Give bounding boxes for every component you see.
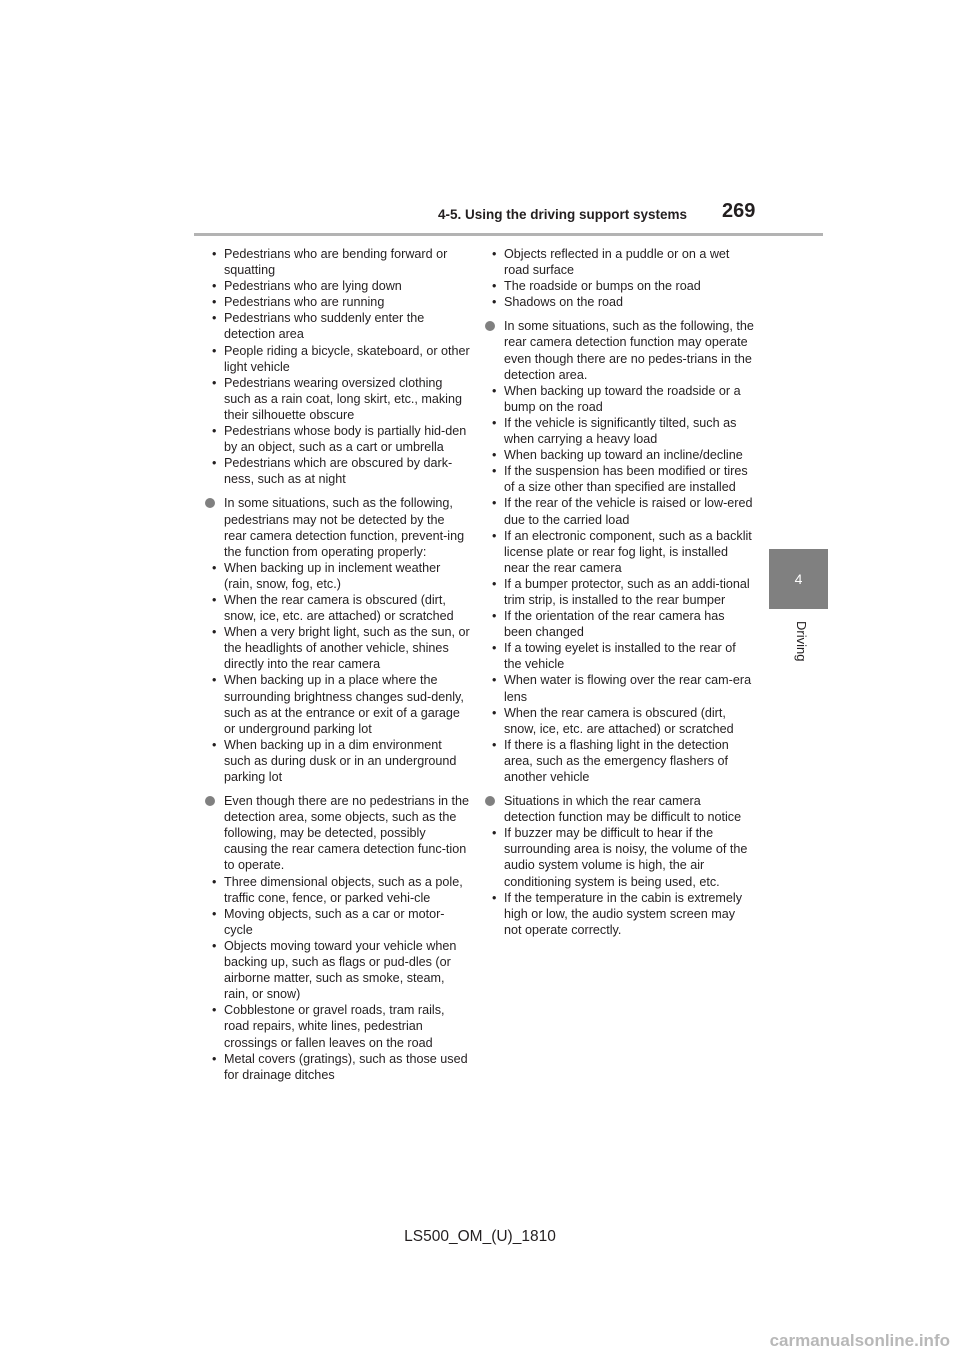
bullet-dot-icon: • (492, 383, 497, 398)
item-text: If an electronic component, such as a backlit license plate or rear fog light, is installed near the rear camera (504, 528, 752, 575)
right-column (485, 246, 755, 938)
bullet-item (485, 705, 755, 737)
bullet-dot-icon: • (492, 415, 497, 430)
circle-bullet-icon (485, 796, 495, 806)
bullet-item (205, 423, 470, 455)
item-text: When backing up in inclement weather (rain, snow, fog, etc.) (224, 560, 441, 591)
bullet-dot-icon: • (492, 496, 497, 511)
bullet-item (485, 672, 755, 704)
item-text: When backing up toward an incline/decline (504, 448, 743, 463)
bullet-item (485, 246, 755, 278)
bullet-item (205, 624, 470, 672)
bullet-item (205, 737, 470, 785)
bullet-item (205, 938, 470, 1002)
bullet-item (205, 560, 470, 592)
item-text: If the vehicle is significantly tilted, such as when carrying a heavy load (504, 415, 737, 447)
item-text: When the rear camera is obscured (dirt, snow, ice, etc. are attached) or scratched (224, 592, 454, 624)
bullet-dot-icon: • (492, 737, 497, 752)
item-text: Pedestrians who are lying down (224, 279, 402, 294)
bullet-dot-icon: • (492, 609, 497, 624)
item-text: Situations in which the rear camera detection function may be difficult to notice (504, 794, 742, 825)
bullet-dot-icon: • (212, 592, 217, 607)
item-text: Metal covers (gratings), such as those used for drainage ditches (224, 1051, 468, 1082)
item-text: Pedestrians who are running (224, 295, 385, 310)
item-text: Objects moving toward your vehicle when backing up, such as flags or pud-dles (or airborne matter, such as smoke, steam, rain, or snow) (224, 938, 457, 1002)
bullet-dot-icon: • (492, 890, 497, 905)
bullet-item (205, 1051, 470, 1083)
bullet-dot-icon: • (212, 673, 217, 688)
bullet-dot-icon: • (212, 560, 217, 575)
bullet-dot-icon: • (492, 576, 497, 591)
bullet-dot-icon: • (212, 625, 217, 640)
bullet-dot-icon: • (492, 826, 497, 841)
bullet-item (485, 825, 755, 889)
item-text: Three dimensional objects, such as a pole, traffic cone, fence, or parked vehi-cle (224, 874, 463, 905)
circle-bullet-icon (205, 796, 215, 806)
section-title: 4-5. Using the driving support systems (437, 207, 687, 222)
note-paragraph (205, 495, 470, 559)
bullet-item (205, 278, 470, 294)
bullet-dot-icon: • (492, 673, 497, 688)
circle-bullet-icon (205, 498, 215, 508)
item-text: Pedestrians wearing oversized clothing such as a rain coat, long skirt, etc., making their silhouette obscure (224, 375, 462, 422)
item-text: When backing up toward the roadside or a bump on the road (504, 383, 741, 414)
note-paragraph (205, 793, 470, 873)
bullet-dot-icon: • (492, 641, 497, 656)
page-number: 269 (722, 200, 756, 222)
bullet-item (205, 343, 470, 375)
bullet-dot-icon: • (212, 906, 217, 921)
item-text: If the suspension has been modified or tires of a size other than specified are installed (504, 464, 748, 495)
item-text: In some situations, such as the following, pedestrians may not be detected by the rear camera detection function, prevent-ing the function from operating properly: (224, 496, 465, 559)
bullet-dot-icon: • (212, 938, 217, 953)
item-text: If there is a flashing light in the detection area, such as the emergency flashers of another vehicle (504, 737, 729, 784)
bullet-item (205, 906, 470, 938)
note-paragraph (485, 318, 755, 382)
item-text: Pedestrians whose body is partially hid-den by an object, such as a cart or umbrella (224, 424, 467, 455)
bullet-item (485, 640, 755, 672)
bullet-item (205, 246, 470, 278)
header-divider (194, 233, 823, 236)
item-text: Pedestrians which are obscured by dark-ness, such as at night (224, 456, 453, 487)
bullet-item (205, 592, 470, 624)
bullet-dot-icon: • (492, 279, 497, 294)
item-text: If the rear of the vehicle is raised or low-ered due to the carried load (504, 496, 753, 527)
item-text: Cobblestone or gravel roads, tram rails, road repairs, white lines, pedestrian crossings or fallen leaves on the road (224, 1003, 445, 1050)
bullet-item (485, 576, 755, 608)
item-text: Objects reflected in a puddle or on a wet road surface (504, 247, 730, 278)
item-text: If the orientation of the rear camera has been changed (504, 609, 725, 640)
bullet-dot-icon: • (212, 247, 217, 261)
chapter-tab[interactable] (769, 549, 828, 609)
item-text: Shadows on the road (504, 295, 624, 310)
item-text: If a towing eyelet is installed to the rear of the vehicle (504, 641, 736, 672)
item-text: Even though there are no pedestrians in the detection area, some objects, such as the following, may be detected, possibly causing the rear camera detection func-tion to operate. (224, 794, 470, 873)
bullet-dot-icon: • (212, 279, 217, 294)
bullet-dot-icon: • (492, 464, 497, 479)
bullet-item (205, 310, 470, 342)
bullet-dot-icon: • (492, 705, 497, 720)
item-text: If a bumper protector, such as an addi-tional trim strip, is installed to the rear bumper (504, 576, 750, 607)
item-text: Pedestrians who are bending forward or squatting (224, 247, 448, 278)
bullet-dot-icon: • (212, 295, 217, 310)
bullet-item (485, 415, 755, 447)
item-text: When backing up in a place where the surrounding brightness changes sud-denly, such as at the entrance or exit of a garage or underground parking lot (224, 673, 464, 736)
bullet-dot-icon: • (212, 1003, 217, 1018)
manual-code: LS500_OM_(U)_1810 (404, 1228, 556, 1245)
bullet-dot-icon: • (212, 456, 217, 471)
bullet-dot-icon: • (492, 528, 497, 543)
item-text: People riding a bicycle, skateboard, or other light vehicle (224, 343, 470, 374)
item-text: If buzzer may be difficult to hear if the surrounding area is noisy, the volume of the audio system volume is high, the air conditioning system is being used, etc. (504, 826, 748, 889)
bullet-item (485, 890, 755, 938)
bullet-dot-icon: • (492, 448, 497, 463)
bullet-item (205, 1002, 470, 1050)
item-text: Pedestrians who suddenly enter the detection area (224, 311, 425, 342)
bullet-dot-icon: • (212, 1051, 217, 1066)
bullet-item (205, 294, 470, 310)
item-text: When backing up in a dim environment such as during dusk or in an underground parking lot (224, 737, 457, 784)
bullet-item (485, 608, 755, 640)
chapter-label: Driving (794, 621, 809, 662)
watermark[interactable]: carmanualsonline.info (769, 1331, 950, 1350)
item-text: When water is flowing over the rear cam-era lens (504, 673, 752, 704)
bullet-item (485, 495, 755, 527)
bullet-dot-icon: • (212, 424, 217, 439)
bullet-item (205, 874, 470, 906)
note-paragraph (485, 793, 755, 825)
bullet-item (205, 455, 470, 487)
chapter-number: 4 (794, 571, 803, 587)
bullet-dot-icon: • (492, 295, 497, 310)
item-text: When a very bright light, such as the sun, or the headlights of another vehicle, shines directly into the rear camera (224, 625, 470, 672)
item-text: Moving objects, such as a car or motor-cycle (224, 906, 445, 937)
item-text: The roadside or bumps on the road (504, 279, 701, 294)
item-text: When the rear camera is obscured (dirt, snow, ice, etc. are attached) or scratched (504, 705, 734, 736)
bullet-dot-icon: • (212, 375, 217, 390)
bullet-dot-icon: • (212, 311, 217, 326)
circle-bullet-icon (485, 321, 495, 331)
bullet-item (485, 528, 755, 576)
bullet-dot-icon: • (212, 343, 217, 358)
bullet-item (485, 383, 755, 415)
bullet-item (485, 447, 755, 463)
item-text: In some situations, such as the following, the rear camera detection function may operate even though there are no pedes-trians in the detection area. (504, 319, 754, 382)
bullet-dot-icon: • (492, 247, 497, 261)
bullet-item (205, 672, 470, 736)
bullet-item (485, 278, 755, 294)
bullet-item (485, 294, 755, 310)
bullet-dot-icon: • (212, 737, 217, 752)
bullet-item (485, 463, 755, 495)
bullet-dot-icon: • (212, 874, 217, 889)
left-column (205, 246, 470, 1083)
bullet-item (485, 737, 755, 785)
item-text: If the temperature in the cabin is extremely high or low, the audio system screen may not operate correctly. (504, 890, 742, 937)
bullet-item (205, 375, 470, 423)
